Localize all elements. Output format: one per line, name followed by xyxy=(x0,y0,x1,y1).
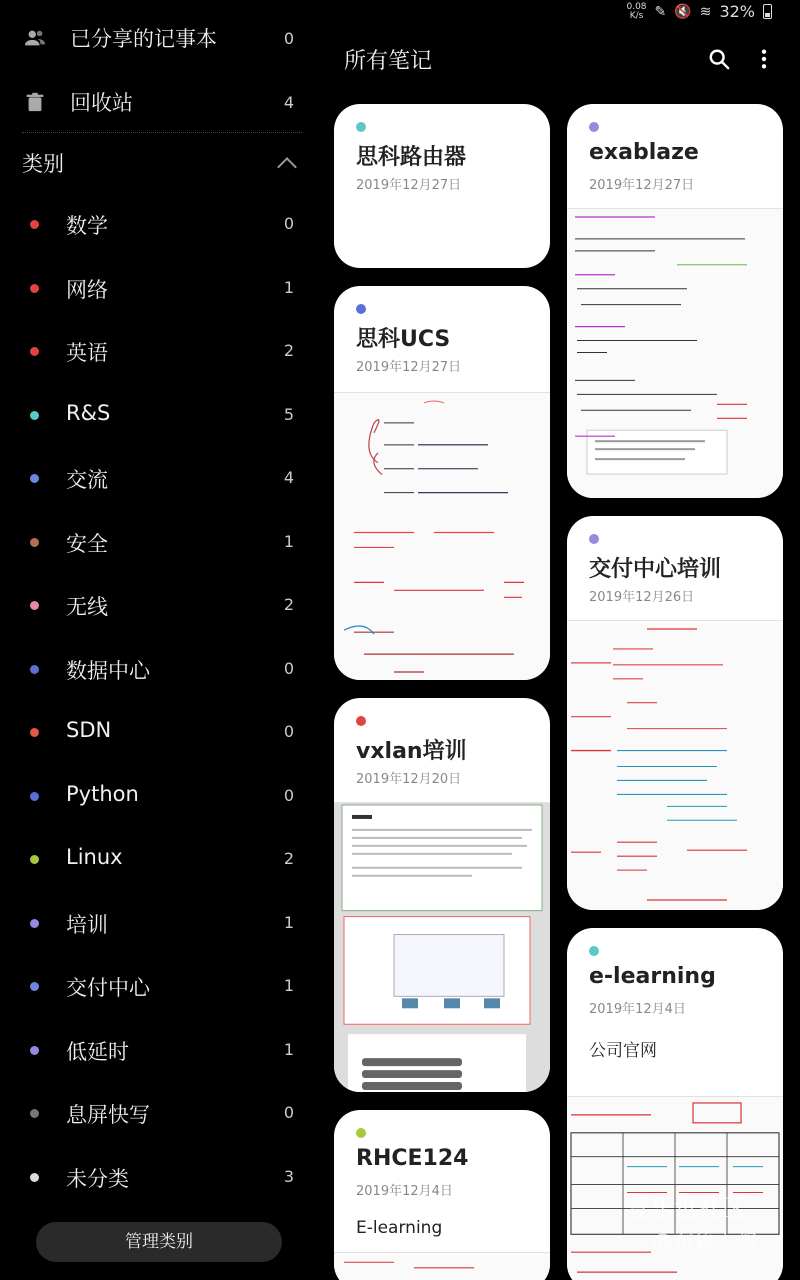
category-label: 未分类 xyxy=(66,1166,129,1191)
category-item[interactable] xyxy=(0,645,310,695)
category-item[interactable] xyxy=(0,264,310,314)
category-label: 数学 xyxy=(66,214,108,238)
category-count: 0 xyxy=(283,658,294,678)
category-label: 低延时 xyxy=(66,1039,129,1064)
divider xyxy=(22,132,302,133)
sidebar xyxy=(0,0,320,1280)
people-icon xyxy=(24,27,46,49)
category-color-dot xyxy=(30,1109,39,1118)
category-color-dot xyxy=(30,474,39,483)
category-count: 1 xyxy=(283,1039,294,1059)
note-date: 2019年12月27日 xyxy=(589,178,695,193)
wifi-icon: ≋ xyxy=(699,3,712,20)
category-dot xyxy=(356,1128,366,1138)
battery-percent: 32% xyxy=(719,2,755,21)
note-date: 2019年12月27日 xyxy=(356,178,462,193)
note-title: e-learning xyxy=(589,964,716,989)
category-color-dot xyxy=(30,1046,39,1055)
sidebar-item-label: 已分享的记事本 xyxy=(70,27,217,51)
category-color-dot xyxy=(30,792,39,801)
category-color-dot xyxy=(30,919,39,928)
category-label: R&S xyxy=(66,400,111,425)
note-subtitle: 公司官网 xyxy=(589,1041,657,1061)
sidebar-item-count: 0 xyxy=(283,28,294,48)
category-item[interactable] xyxy=(0,899,310,949)
category-color-dot xyxy=(30,982,39,991)
category-label: Linux xyxy=(66,845,123,869)
sidebar-item-shared[interactable] xyxy=(0,10,310,66)
sidebar-item-trash[interactable] xyxy=(0,74,310,130)
category-dot xyxy=(589,122,599,132)
note-card[interactable] xyxy=(334,104,550,268)
category-label: 交流 xyxy=(66,468,108,492)
category-count: 1 xyxy=(283,976,294,995)
note-card[interactable] xyxy=(567,104,783,498)
category-item[interactable] xyxy=(0,772,310,822)
categories-header[interactable] xyxy=(22,148,302,180)
watermark-text: 壹乐世社区 xyxy=(626,1194,746,1222)
note-title: vxlan培训 xyxy=(356,739,467,764)
category-item[interactable] xyxy=(0,708,310,758)
category-label: 数据中心 xyxy=(66,658,150,683)
category-count: 2 xyxy=(283,341,294,360)
note-title: 交付中心培训 xyxy=(589,557,722,582)
category-count: 5 xyxy=(283,404,294,424)
note-preview-handwriting xyxy=(567,208,783,498)
note-date: 2019年12月4日 xyxy=(356,1184,453,1199)
category-color-dot xyxy=(30,347,39,356)
category-count: 2 xyxy=(283,849,294,868)
category-label: 英语 xyxy=(66,341,108,365)
category-label: Python xyxy=(66,781,139,806)
category-dot xyxy=(589,534,599,544)
category-label: 息屏快写 xyxy=(66,1103,150,1127)
more-options-icon[interactable] xyxy=(754,48,774,70)
category-color-dot xyxy=(30,855,39,864)
category-item[interactable] xyxy=(0,327,310,377)
category-item[interactable] xyxy=(0,1089,310,1139)
category-item[interactable] xyxy=(0,835,310,885)
note-title: 思科UCS xyxy=(356,327,451,352)
trash-icon xyxy=(24,91,46,113)
note-preview-handwriting xyxy=(334,392,550,680)
note-card[interactable] xyxy=(334,286,550,680)
sidebar-item-count: 4 xyxy=(283,92,294,112)
category-count: 0 xyxy=(283,214,294,233)
category-label: 交付中心 xyxy=(66,976,150,1000)
category-item[interactable] xyxy=(0,1026,310,1076)
note-preview-handwriting xyxy=(567,620,783,910)
category-count: 0 xyxy=(283,722,294,741)
category-color-dot xyxy=(30,538,39,547)
category-count: 0 xyxy=(283,785,294,805)
search-icon[interactable] xyxy=(708,48,730,70)
category-item[interactable] xyxy=(0,581,310,631)
battery-icon xyxy=(763,4,772,19)
category-count: 2 xyxy=(283,595,294,614)
category-color-dot xyxy=(30,601,39,610)
note-card[interactable] xyxy=(334,1110,550,1280)
category-label: SDN xyxy=(66,718,112,742)
category-item[interactable] xyxy=(0,200,310,250)
category-label: 培训 xyxy=(66,912,108,937)
note-card[interactable] xyxy=(334,698,550,1092)
network-speed: 0.08 K/s xyxy=(626,1,647,21)
category-dot xyxy=(356,304,366,314)
edit-icon: ✎ xyxy=(654,3,667,20)
category-count: 4 xyxy=(283,468,294,487)
note-title: exablaze xyxy=(589,140,699,165)
note-preview-document xyxy=(334,802,550,1092)
category-item[interactable] xyxy=(0,962,310,1012)
note-title: 思科路由器 xyxy=(356,145,467,170)
category-color-dot xyxy=(30,1173,39,1182)
category-color-dot xyxy=(30,220,39,229)
manage-categories-button[interactable]: 管理类别 xyxy=(36,1222,282,1262)
note-title: RHCE124 xyxy=(356,1146,469,1171)
note-date: 2019年12月26日 xyxy=(589,590,695,605)
category-count: 1 xyxy=(283,277,294,297)
note-subtitle: E-learning xyxy=(356,1218,443,1238)
category-label: 无线 xyxy=(66,595,108,619)
page-title: 所有笔记 xyxy=(344,49,433,74)
mute-icon: 🔇 xyxy=(674,3,692,20)
category-color-dot xyxy=(30,728,39,737)
sidebar-item-label: 回收站 xyxy=(70,91,133,115)
categories-title: 类别 xyxy=(22,152,64,176)
note-date: 2019年12月20日 xyxy=(356,772,462,787)
category-dot xyxy=(356,122,366,132)
category-item[interactable] xyxy=(0,1153,310,1203)
note-card[interactable] xyxy=(567,516,783,910)
category-count: 3 xyxy=(283,1166,294,1186)
watermark-handle: @布鲁大叔 xyxy=(652,1230,757,1254)
category-dot xyxy=(356,716,366,726)
category-count: 1 xyxy=(283,531,294,551)
note-date: 2019年12月27日 xyxy=(356,360,462,375)
note-date: 2019年12月4日 xyxy=(589,1002,686,1017)
category-count: 1 xyxy=(283,912,294,932)
category-color-dot xyxy=(30,411,39,420)
category-item[interactable] xyxy=(0,518,310,568)
category-color-dot xyxy=(30,665,39,674)
chevron-up-icon xyxy=(277,157,297,177)
category-count: 0 xyxy=(283,1103,294,1122)
note-preview-handwriting xyxy=(334,1252,550,1280)
category-label: 网络 xyxy=(66,277,108,302)
category-label: 安全 xyxy=(66,531,108,556)
category-item[interactable] xyxy=(0,391,310,441)
category-dot xyxy=(589,946,599,956)
category-color-dot xyxy=(30,284,39,293)
category-item[interactable] xyxy=(0,454,310,504)
